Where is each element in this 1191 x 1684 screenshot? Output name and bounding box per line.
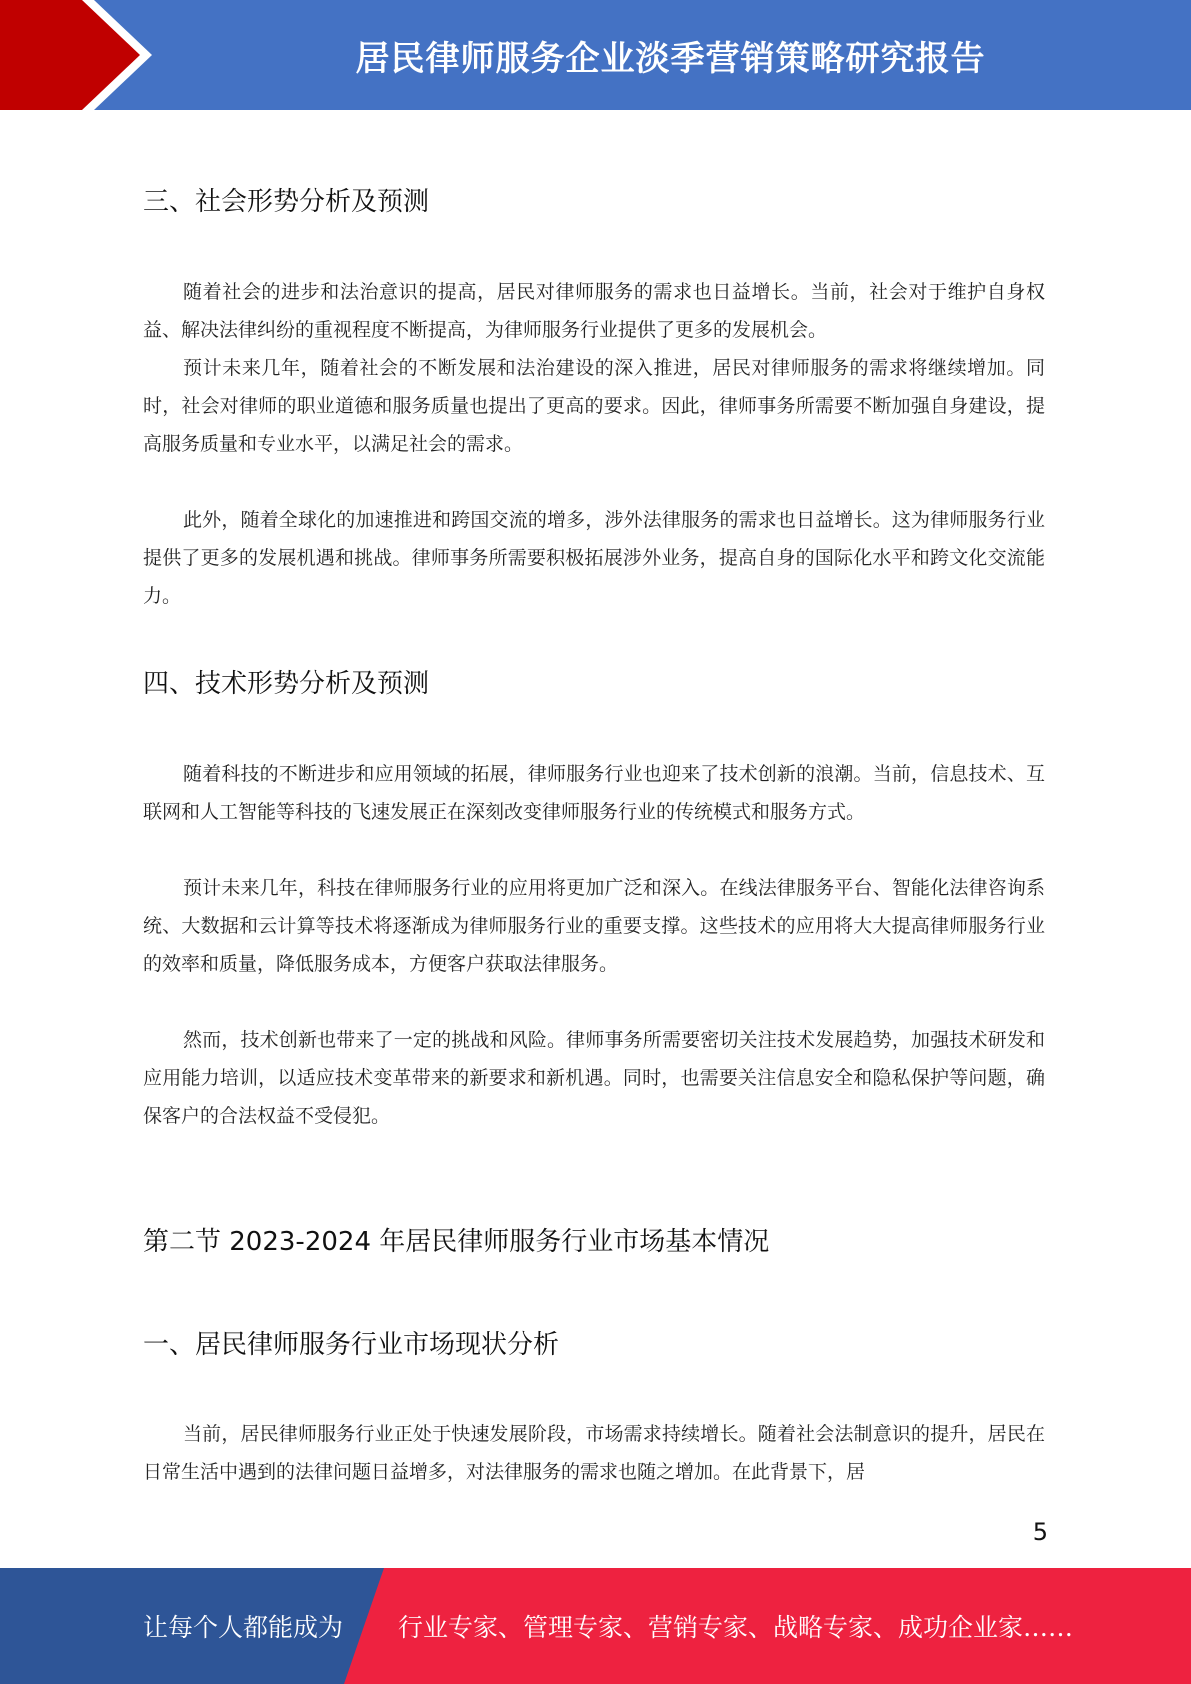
paragraph: 随着社会的进步和法治意识的提高，居民对律师服务的需求也日益增长。当前，社会对于维护自身权益、解决法律纠纷的重视程度不断提高，为律师服务行业提供了更多的发展机会。 (143, 281, 1045, 341)
section-heading-technology: 四、技术形势分析及预测 (143, 669, 430, 699)
header-banner (0, 0, 1191, 110)
paragraph: 然而，技术创新也带来了一定的挑战和风险。律师事务所需要密切关注技术发展趋势，加强技术研发和应用能力培训，以适应技术变革带来的新要求和新机遇。同时，也需要关注信息安全和隐私保护等问题，确保客户的合法权益不受侵犯。 (143, 1029, 1045, 1127)
paragraph: 随着科技的不断进步和应用领域的拓展，律师服务行业也迎来了技术创新的浪潮。当前，信息技术、互联网和人工智能等科技的飞速发展正在深刻改变律师服务行业的传统模式和服务方式。 (143, 763, 1045, 823)
footer-slogan-left: 让每个人都能成为 (143, 1613, 344, 1642)
chapter-heading: 第二节 2023-2024 年居民律师服务行业市场基本情况 (143, 1227, 770, 1257)
paragraph: 预计未来几年，随着社会的不断发展和法治建设的深入推进，居民对律师服务的需求将继续增加。同时，社会对律师的职业道德和服务质量也提出了更高的要求。因此，律师事务所需要不断加强自身建设，提高服务质量和专业水平，以满足社会的需求。 (143, 357, 1045, 455)
report-title: 居民律师服务企业淡季营销策略研究报告 (355, 38, 986, 79)
section-heading-social: 三、社会形势分析及预测 (143, 187, 430, 217)
chevron-arrow-icon (0, 0, 140, 110)
section-heading-market-status: 一、居民律师服务行业市场现状分析 (143, 1330, 560, 1360)
footer-banner (0, 1568, 1191, 1684)
paragraph: 预计未来几年，科技在律师服务行业的应用将更加广泛和深入。在线法律服务平台、智能化法律咨询系统、大数据和云计算等技术将逐渐成为律师服务行业的重要支撑。这些技术的应用将大大提高律师服务行业的效率和质量，降低服务成本，方便客户获取法律服务。 (143, 877, 1045, 975)
footer-slogan-right: 行业专家、管理专家、营销专家、战略专家、成功企业家…… (398, 1613, 1074, 1642)
paragraph: 当前，居民律师服务行业正处于快速发展阶段，市场需求持续增长。随着社会法制意识的提升，居民在日常生活中遇到的法律问题日益增多，对法律服务的需求也随之增加。在此背景下，居 (143, 1423, 1045, 1483)
paragraph: 此外，随着全球化的加速推进和跨国交流的增多，涉外法律服务的需求也日益增长。这为律师服务行业提供了更多的发展机遇和挑战。律师事务所需要积极拓展涉外业务，提高自身的国际化水平和跨文化交流能力。 (143, 509, 1045, 607)
page-number: 5 (1032, 1518, 1048, 1546)
